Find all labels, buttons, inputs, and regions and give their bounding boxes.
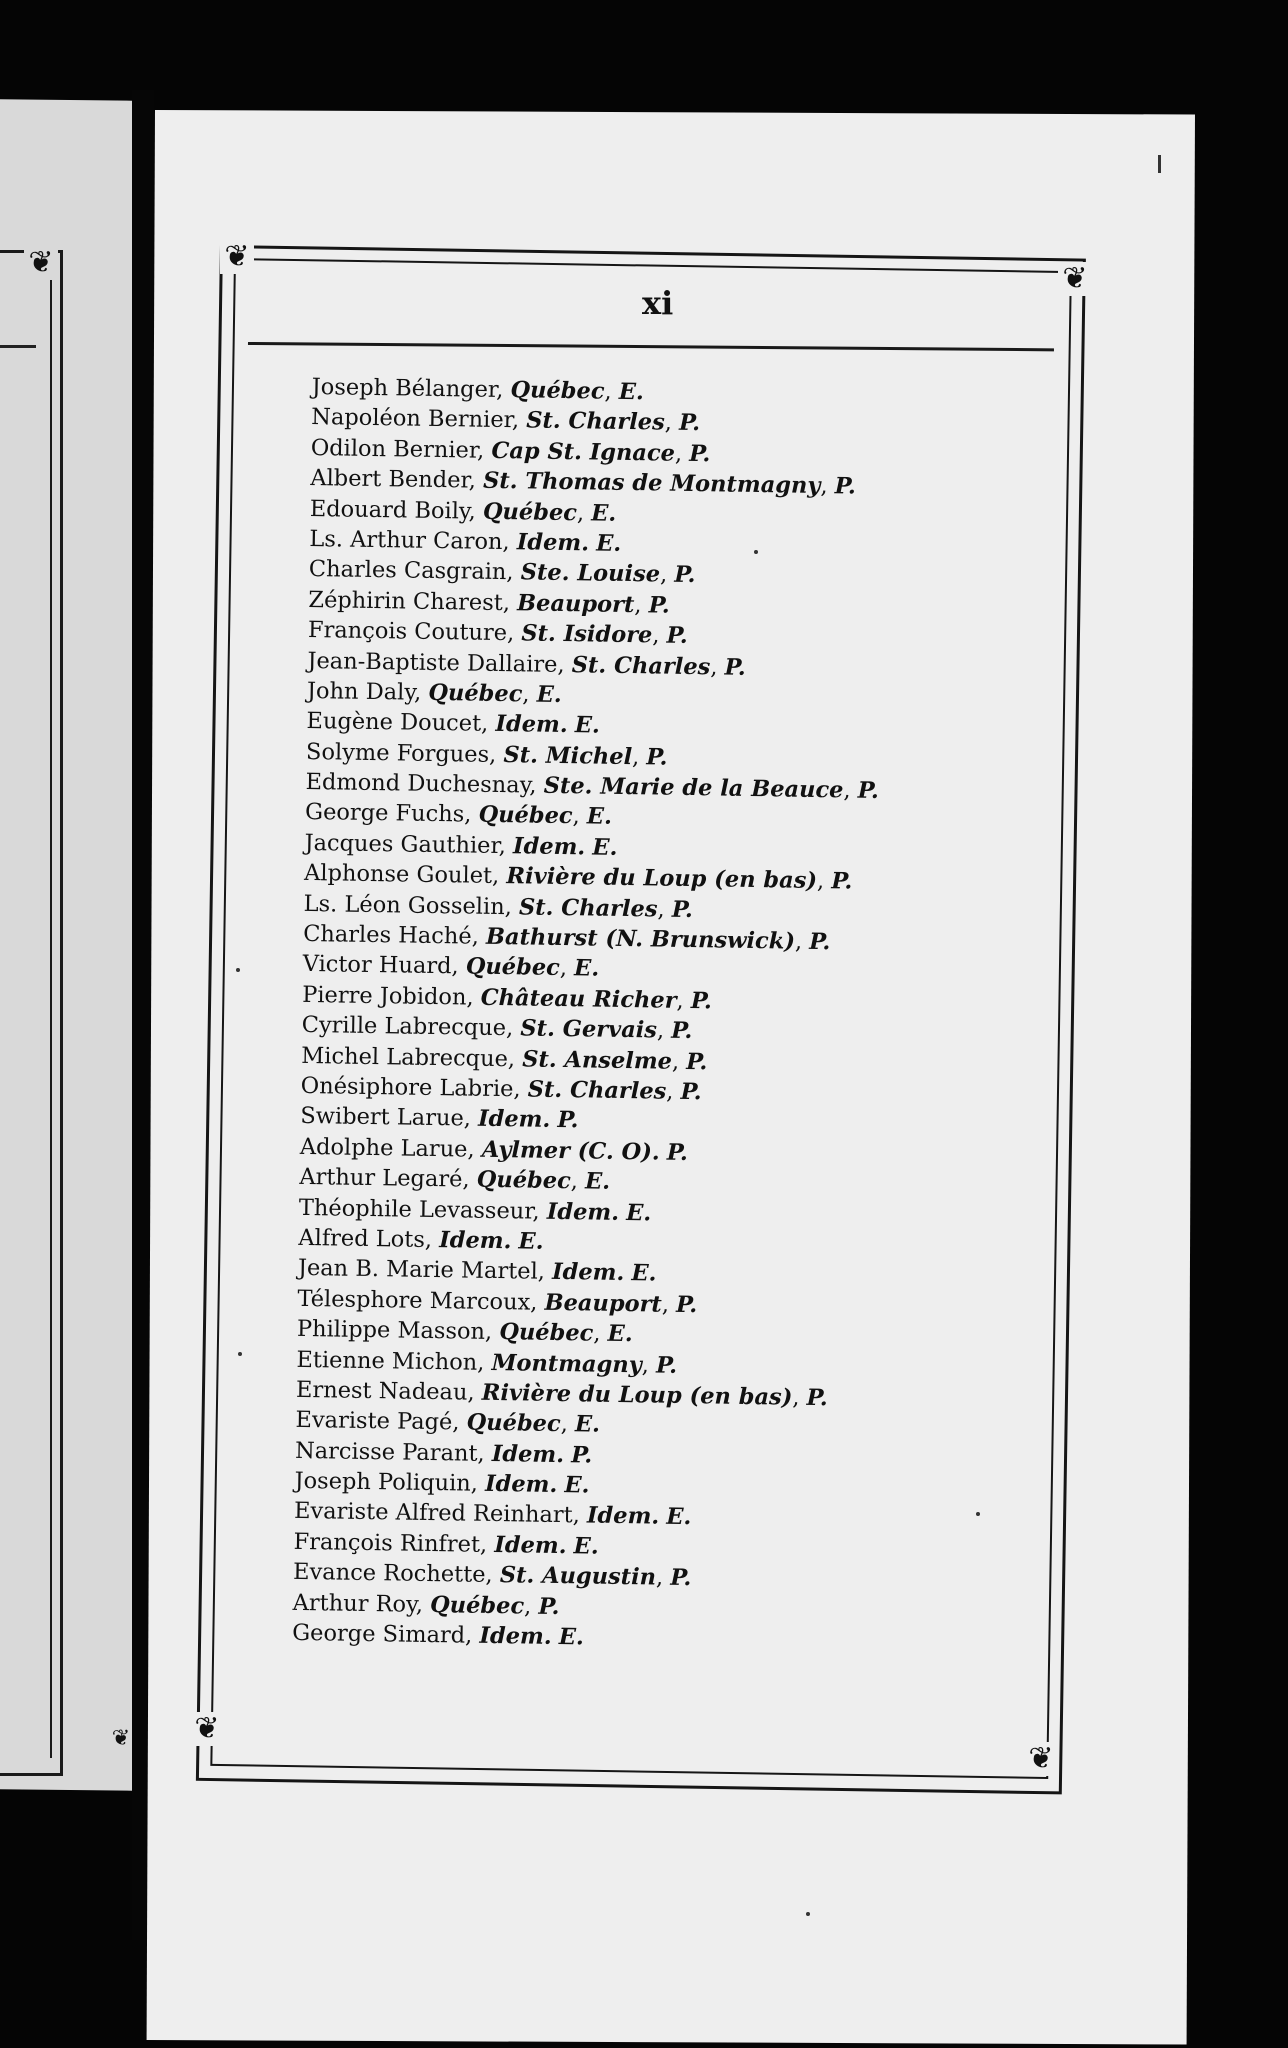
separator: , <box>477 1440 493 1467</box>
person-name: Philippe Masson <box>296 1315 486 1345</box>
status-code: E. <box>586 803 613 831</box>
page-number: xi <box>642 284 674 322</box>
status-code: P. <box>666 1139 689 1166</box>
separator: , <box>529 772 544 799</box>
person-name: Odilon Bernier <box>310 434 478 464</box>
separator: , <box>604 378 620 405</box>
separator: , <box>661 1291 677 1318</box>
separator: , <box>676 987 692 1014</box>
separator: , <box>671 1048 687 1075</box>
separator: , <box>557 651 572 678</box>
separator: , <box>576 499 592 526</box>
status-code: P. <box>831 868 853 895</box>
person-name: François Couture <box>307 617 508 647</box>
status-code: E. <box>518 1228 544 1255</box>
place-name: Idem. <box>484 1470 558 1499</box>
place-name: Idem. <box>516 529 590 557</box>
person-name: Télesphore Marcoux <box>297 1285 531 1316</box>
place-name: Bathurst (N. Brunswick) <box>485 923 796 955</box>
status-code: E. <box>536 681 562 708</box>
person-name: Michel Labrecque <box>301 1042 509 1072</box>
place-name: Québec <box>478 802 573 830</box>
place-name: Québec <box>466 1409 561 1438</box>
person-name: George Simard <box>291 1619 466 1649</box>
separator: , <box>532 1198 548 1225</box>
person-name: Jean-Baptiste Dallaire <box>307 647 558 678</box>
left-page-inner-border <box>0 260 52 1758</box>
separator: , <box>505 1015 521 1042</box>
person-name: John Daly <box>306 677 415 706</box>
paper-mark <box>1158 155 1161 173</box>
separator: , <box>656 1017 672 1044</box>
place-name: Idem. <box>586 1502 660 1531</box>
print-speck <box>236 968 240 972</box>
fleuron-ornament-icon: ❦ <box>190 1712 224 1746</box>
place-name: Québec <box>429 1591 525 1620</box>
left-page-header-rule <box>0 345 36 348</box>
separator: , <box>710 653 725 681</box>
person-name: François Rinfret <box>293 1528 481 1558</box>
place-name: Idem. <box>438 1227 512 1255</box>
place-name: St. Charles <box>571 651 711 680</box>
separator: , <box>471 923 487 950</box>
separator: , <box>498 832 514 860</box>
status-code: E. <box>558 1624 585 1651</box>
separator: , <box>506 620 522 647</box>
person-name: Joseph Bélanger <box>311 373 497 403</box>
person-name: Napoléon Bernier <box>311 404 513 434</box>
person-name: Edmond Duchesnay <box>305 769 530 799</box>
status-code: E. <box>573 1533 599 1560</box>
separator: , <box>462 1166 477 1193</box>
place-name: St. Charles <box>518 893 658 923</box>
separator: , <box>424 1226 440 1254</box>
separator: , <box>537 1258 553 1286</box>
place-name: Rivière du Loup (en bas) <box>506 863 818 895</box>
place-name: Idem. <box>546 1198 620 1226</box>
status-code: P. <box>809 928 831 956</box>
place-name: St. Charles <box>526 407 665 436</box>
name-list <box>292 372 885 1657</box>
place-name: Beauport <box>544 1289 663 1318</box>
status-code: E. <box>573 955 600 983</box>
status-code: P. <box>689 440 711 468</box>
person-name: Victor Huard <box>302 951 452 980</box>
separator: , <box>488 741 504 768</box>
person-name: Zéphirin Charest <box>308 586 504 616</box>
status-code: E. <box>618 378 645 406</box>
separator: , <box>470 1470 486 1497</box>
person-name: Pierre Jobidon <box>302 981 467 1011</box>
status-code: P. <box>674 562 696 589</box>
place-name: Montmagny <box>491 1349 642 1378</box>
status-code: E. <box>607 1320 633 1348</box>
place-name: Idem. <box>477 1106 551 1134</box>
place-name: Idem. <box>551 1259 625 1287</box>
place-name: Aylmer (C. O). <box>481 1136 660 1166</box>
status-code: P. <box>671 1017 693 1045</box>
separator: , <box>816 868 832 895</box>
person-name: Théophile Levasseur <box>298 1194 533 1225</box>
separator: , <box>415 1591 431 1618</box>
fleuron-ornament-icon: ❦ <box>1024 1742 1058 1776</box>
separator: , <box>451 953 467 980</box>
separator: , <box>570 1168 586 1195</box>
separator: , <box>485 1562 501 1589</box>
fleuron-ornament-icon: ❦ <box>220 240 254 274</box>
status-code: P. <box>666 622 688 650</box>
separator: , <box>843 777 858 804</box>
status-code: E. <box>591 499 617 527</box>
status-code: E. <box>574 1411 601 1438</box>
separator: , <box>655 1564 671 1592</box>
place-name: Idem. <box>495 711 568 739</box>
place-name: St. Michel <box>503 741 633 770</box>
separator: , <box>491 863 507 890</box>
status-code: P. <box>834 473 857 500</box>
place-name: Québec <box>428 679 523 708</box>
separator: , <box>502 528 518 556</box>
status-code: E. <box>626 1199 652 1226</box>
separator: , <box>507 1045 523 1072</box>
separator: , <box>464 801 479 829</box>
person-name: Solyme Forgues <box>305 738 490 768</box>
status-code: E. <box>631 1260 657 1287</box>
status-code: P. <box>538 1593 560 1620</box>
separator: , <box>523 1593 539 1620</box>
separator: , <box>511 407 527 434</box>
separator: , <box>593 1320 608 1347</box>
status-code: P. <box>675 1291 698 1318</box>
status-code: P. <box>557 1107 579 1134</box>
place-name: Idem. <box>512 833 586 861</box>
place-name: Québec <box>510 377 605 405</box>
separator: , <box>467 1136 483 1163</box>
separator: , <box>560 1411 576 1438</box>
person-name: Jean B. Marie Martel <box>297 1255 538 1285</box>
separator: , <box>530 1289 545 1316</box>
person-name: Edouard Boily <box>309 495 469 525</box>
separator: , <box>495 376 511 404</box>
separator: , <box>464 1622 480 1649</box>
person-name: Swibert Larue <box>300 1103 464 1132</box>
person-name: Etienne Michon <box>296 1346 478 1376</box>
person-name: Alphonse Goulet <box>303 860 493 890</box>
person-name: Ls. Arthur Caron <box>309 525 503 555</box>
separator: , <box>657 896 673 923</box>
status-code: P. <box>686 1048 708 1075</box>
separator: , <box>652 622 667 649</box>
place-name: St. Gervais <box>520 1015 658 1044</box>
status-code: P. <box>646 743 668 771</box>
status-code: E. <box>592 834 618 861</box>
separator: , <box>506 559 521 586</box>
status-code: P. <box>690 987 713 1015</box>
separator: , <box>476 437 492 464</box>
person-name: Ernest Nadeau <box>295 1376 468 1406</box>
separator: , <box>792 1384 807 1411</box>
fleuron-ornament-icon: ❦ <box>104 1722 138 1756</box>
fleuron-ornament-icon: ❦ <box>1058 262 1092 296</box>
person-name: Charles Casgrain <box>308 556 507 586</box>
status-code: P. <box>680 1078 702 1106</box>
place-name: Québec <box>465 953 561 982</box>
status-code: P. <box>806 1384 828 1412</box>
place-name: Québec <box>476 1166 571 1195</box>
person-name: Charles Haché <box>302 920 472 950</box>
status-code: E. <box>595 530 622 557</box>
print-speck <box>976 1512 980 1516</box>
place-name: Ste. Marie de la Beauce <box>543 772 844 804</box>
print-speck <box>238 1352 242 1356</box>
separator: , <box>463 1105 479 1133</box>
place-name: Cap St. Ignace <box>491 437 676 467</box>
separator: , <box>468 498 484 525</box>
person-name: Onésiphore Labrie <box>300 1072 514 1103</box>
separator: , <box>479 1531 495 1558</box>
separator: , <box>666 1078 681 1105</box>
separator: , <box>664 409 680 437</box>
person-name: Evariste Alfred Reinhart <box>293 1498 573 1529</box>
person-name: George Fuchs <box>304 799 465 828</box>
place-name: St. Charles <box>527 1076 667 1105</box>
print-speck <box>806 1912 810 1916</box>
status-code: E. <box>574 712 600 739</box>
place-name: St. Augustin <box>499 1562 657 1591</box>
place-name: Château Richer <box>480 984 677 1014</box>
person-name: Jacques Gauthier <box>304 829 499 859</box>
place-name: Québec <box>482 498 578 526</box>
status-code: P. <box>655 1352 678 1379</box>
separator: , <box>477 1349 492 1376</box>
person-name: Evariste Pagé <box>295 1407 453 1436</box>
separator: , <box>820 473 835 500</box>
separator: , <box>522 681 537 708</box>
person-name: Arthur Roy <box>292 1589 417 1618</box>
place-name: Idem. <box>479 1622 552 1650</box>
separator: , <box>674 440 690 467</box>
status-code: P. <box>670 1565 692 1592</box>
place-name: St. Thomas de Montmagny <box>482 467 821 500</box>
person-name: Adolphe Larue <box>299 1133 468 1163</box>
place-name: Ste. Louise <box>520 559 661 588</box>
person-name: Joseph Poliquin <box>294 1467 471 1497</box>
status-code: P. <box>648 592 670 619</box>
status-code: P. <box>671 896 694 923</box>
person-name: Evance Rochette <box>292 1559 486 1589</box>
separator: , <box>659 561 675 589</box>
status-code: E. <box>564 1472 590 1499</box>
place-name: Idem. <box>491 1440 565 1468</box>
person-name: Narcisse Parant <box>294 1437 478 1467</box>
separator: , <box>794 928 810 955</box>
person-name: Arthur Legaré <box>299 1164 463 1193</box>
separator: , <box>466 984 481 1011</box>
separator: , <box>641 1351 657 1379</box>
separator: , <box>504 893 520 920</box>
separator: , <box>413 679 429 706</box>
status-code: P. <box>570 1441 593 1469</box>
person-name: Eugène Doucet <box>306 708 482 737</box>
person-name: Ls. Léon Gosselin <box>303 890 505 920</box>
separator: , <box>559 955 575 982</box>
place-name: St. Anselme <box>521 1045 673 1075</box>
separator: , <box>467 1379 482 1406</box>
separator: , <box>452 1409 467 1436</box>
separator: , <box>572 1502 588 1529</box>
separator: , <box>468 467 484 494</box>
separator: , <box>480 710 496 738</box>
status-code: E. <box>584 1168 611 1195</box>
person-name: Albert Bender <box>310 465 469 494</box>
separator: , <box>484 1318 500 1346</box>
place-name: Beauport <box>516 589 635 618</box>
status-code: P. <box>857 777 880 805</box>
separator: , <box>513 1076 528 1103</box>
place-name: Rivière du Loup (en bas) <box>481 1379 793 1411</box>
place-name: St. Isidore <box>521 620 653 649</box>
separator: , <box>634 591 649 619</box>
place-name: Québec <box>499 1319 594 1347</box>
person-name: Alfred Lots <box>298 1224 426 1253</box>
place-name: Idem. <box>494 1531 567 1559</box>
print-speck <box>754 550 758 554</box>
separator: , <box>631 743 647 770</box>
status-code: P. <box>724 654 746 681</box>
separator: , <box>502 589 518 616</box>
separator: , <box>572 803 588 830</box>
status-code: E. <box>666 1504 692 1531</box>
person-name: Cyrille Labrecque <box>301 1012 507 1042</box>
fleuron-ornament-icon: ❦ <box>24 246 58 280</box>
status-code: P. <box>678 410 701 437</box>
